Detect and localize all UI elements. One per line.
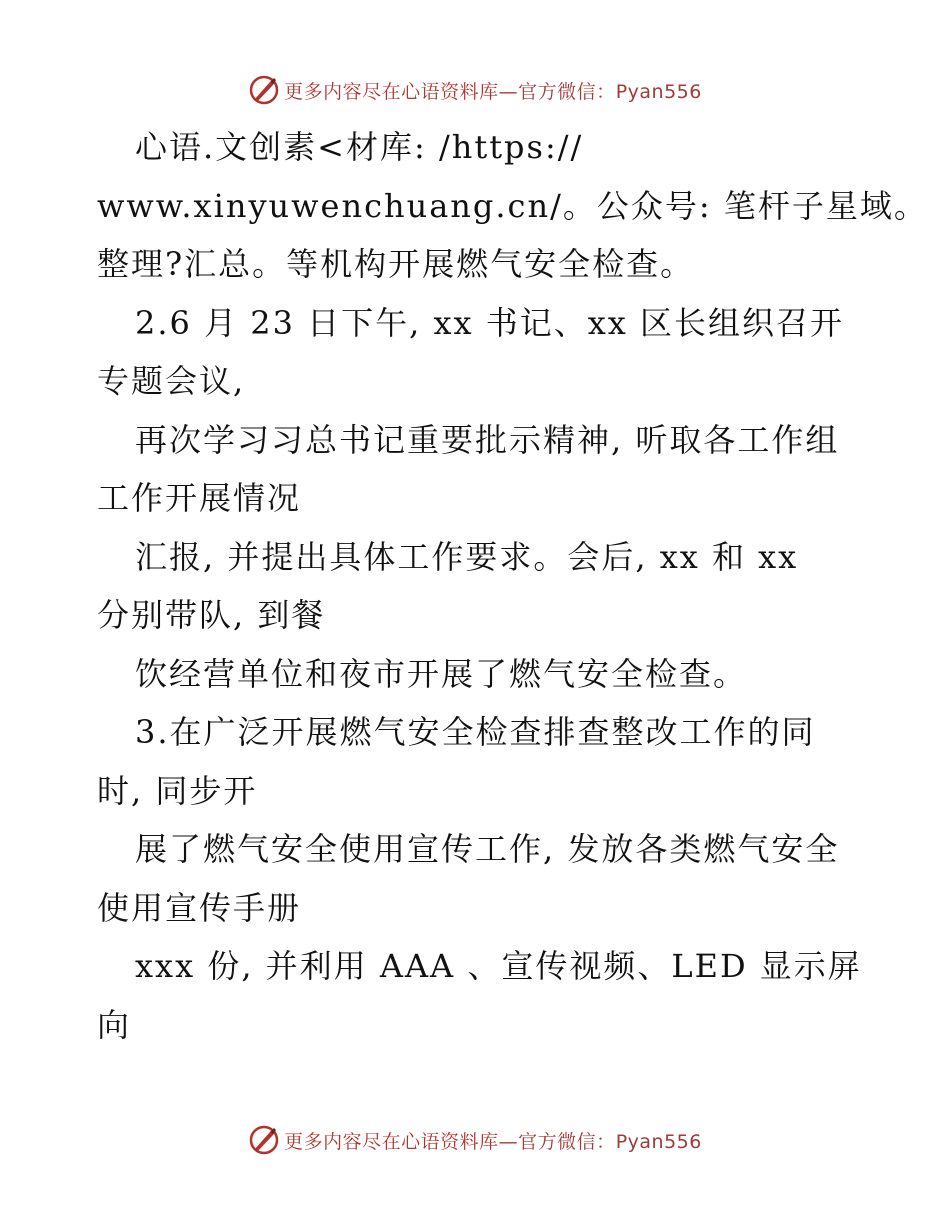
header-banner-main: 更多内容尽在心语资料库 (284, 80, 499, 103)
document-body (97, 118, 928, 1054)
body-line: xxx 份, 并利用 AAA 、宣传视频、LED 显示屏 (135, 947, 862, 985)
header-banner-wechat-id: Pyan556 (615, 80, 702, 103)
body-line: 时, 同步开 (97, 771, 258, 810)
body-line: 心语.文创素<材库: /https:// (135, 128, 584, 166)
body-line: 展了燃气安全使用宣传工作, 发放各类燃气安全 (135, 830, 840, 868)
body-line: 专题会议, (97, 362, 246, 400)
body-line: 使用宣传手册 (97, 888, 302, 927)
header-banner-dash: — (498, 80, 519, 103)
body-line: 向 (97, 1005, 132, 1044)
footer-banner-wechat-label: 官方微信： (518, 1130, 616, 1153)
body-line: 饮经营单位和夜市开展了燃气安全检查。 (135, 654, 748, 693)
footer-banner (0, 1120, 950, 1160)
body-line: 2.6 月 23 日下午, xx 书记、xx 区长组织召开 (135, 303, 845, 342)
header-banner-text (284, 77, 702, 104)
footer-banner-main: 更多内容尽在心语资料库 (284, 1130, 499, 1153)
pen-logo-icon (248, 1124, 280, 1156)
body-line: 汇报, 并提出具体工作要求。会后, xx 和 xx (135, 537, 799, 576)
header-banner (0, 70, 950, 110)
body-line: 分别带队, 到餐 (97, 596, 326, 634)
footer-banner-text (284, 1127, 702, 1154)
body-line: 整理?汇总。等机构开展燃气安全检查。 (97, 245, 695, 283)
footer-banner-dash: — (498, 1130, 519, 1153)
header-banner-wechat-label: 官方微信： (518, 80, 616, 103)
body-line: 工作开展情况 (97, 479, 302, 517)
body-line: 3.在广泛开展燃气安全检查排查整改工作的同 (135, 713, 816, 751)
pen-logo-icon (248, 74, 280, 106)
body-line: www.xinyuwenchuang.cn/。公众号: 笔杆子星域。 (97, 186, 928, 225)
body-line: 再次学习习总书记重要批示精神, 听取各工作组 (135, 420, 840, 459)
footer-banner-wechat-id: Pyan556 (615, 1130, 702, 1153)
